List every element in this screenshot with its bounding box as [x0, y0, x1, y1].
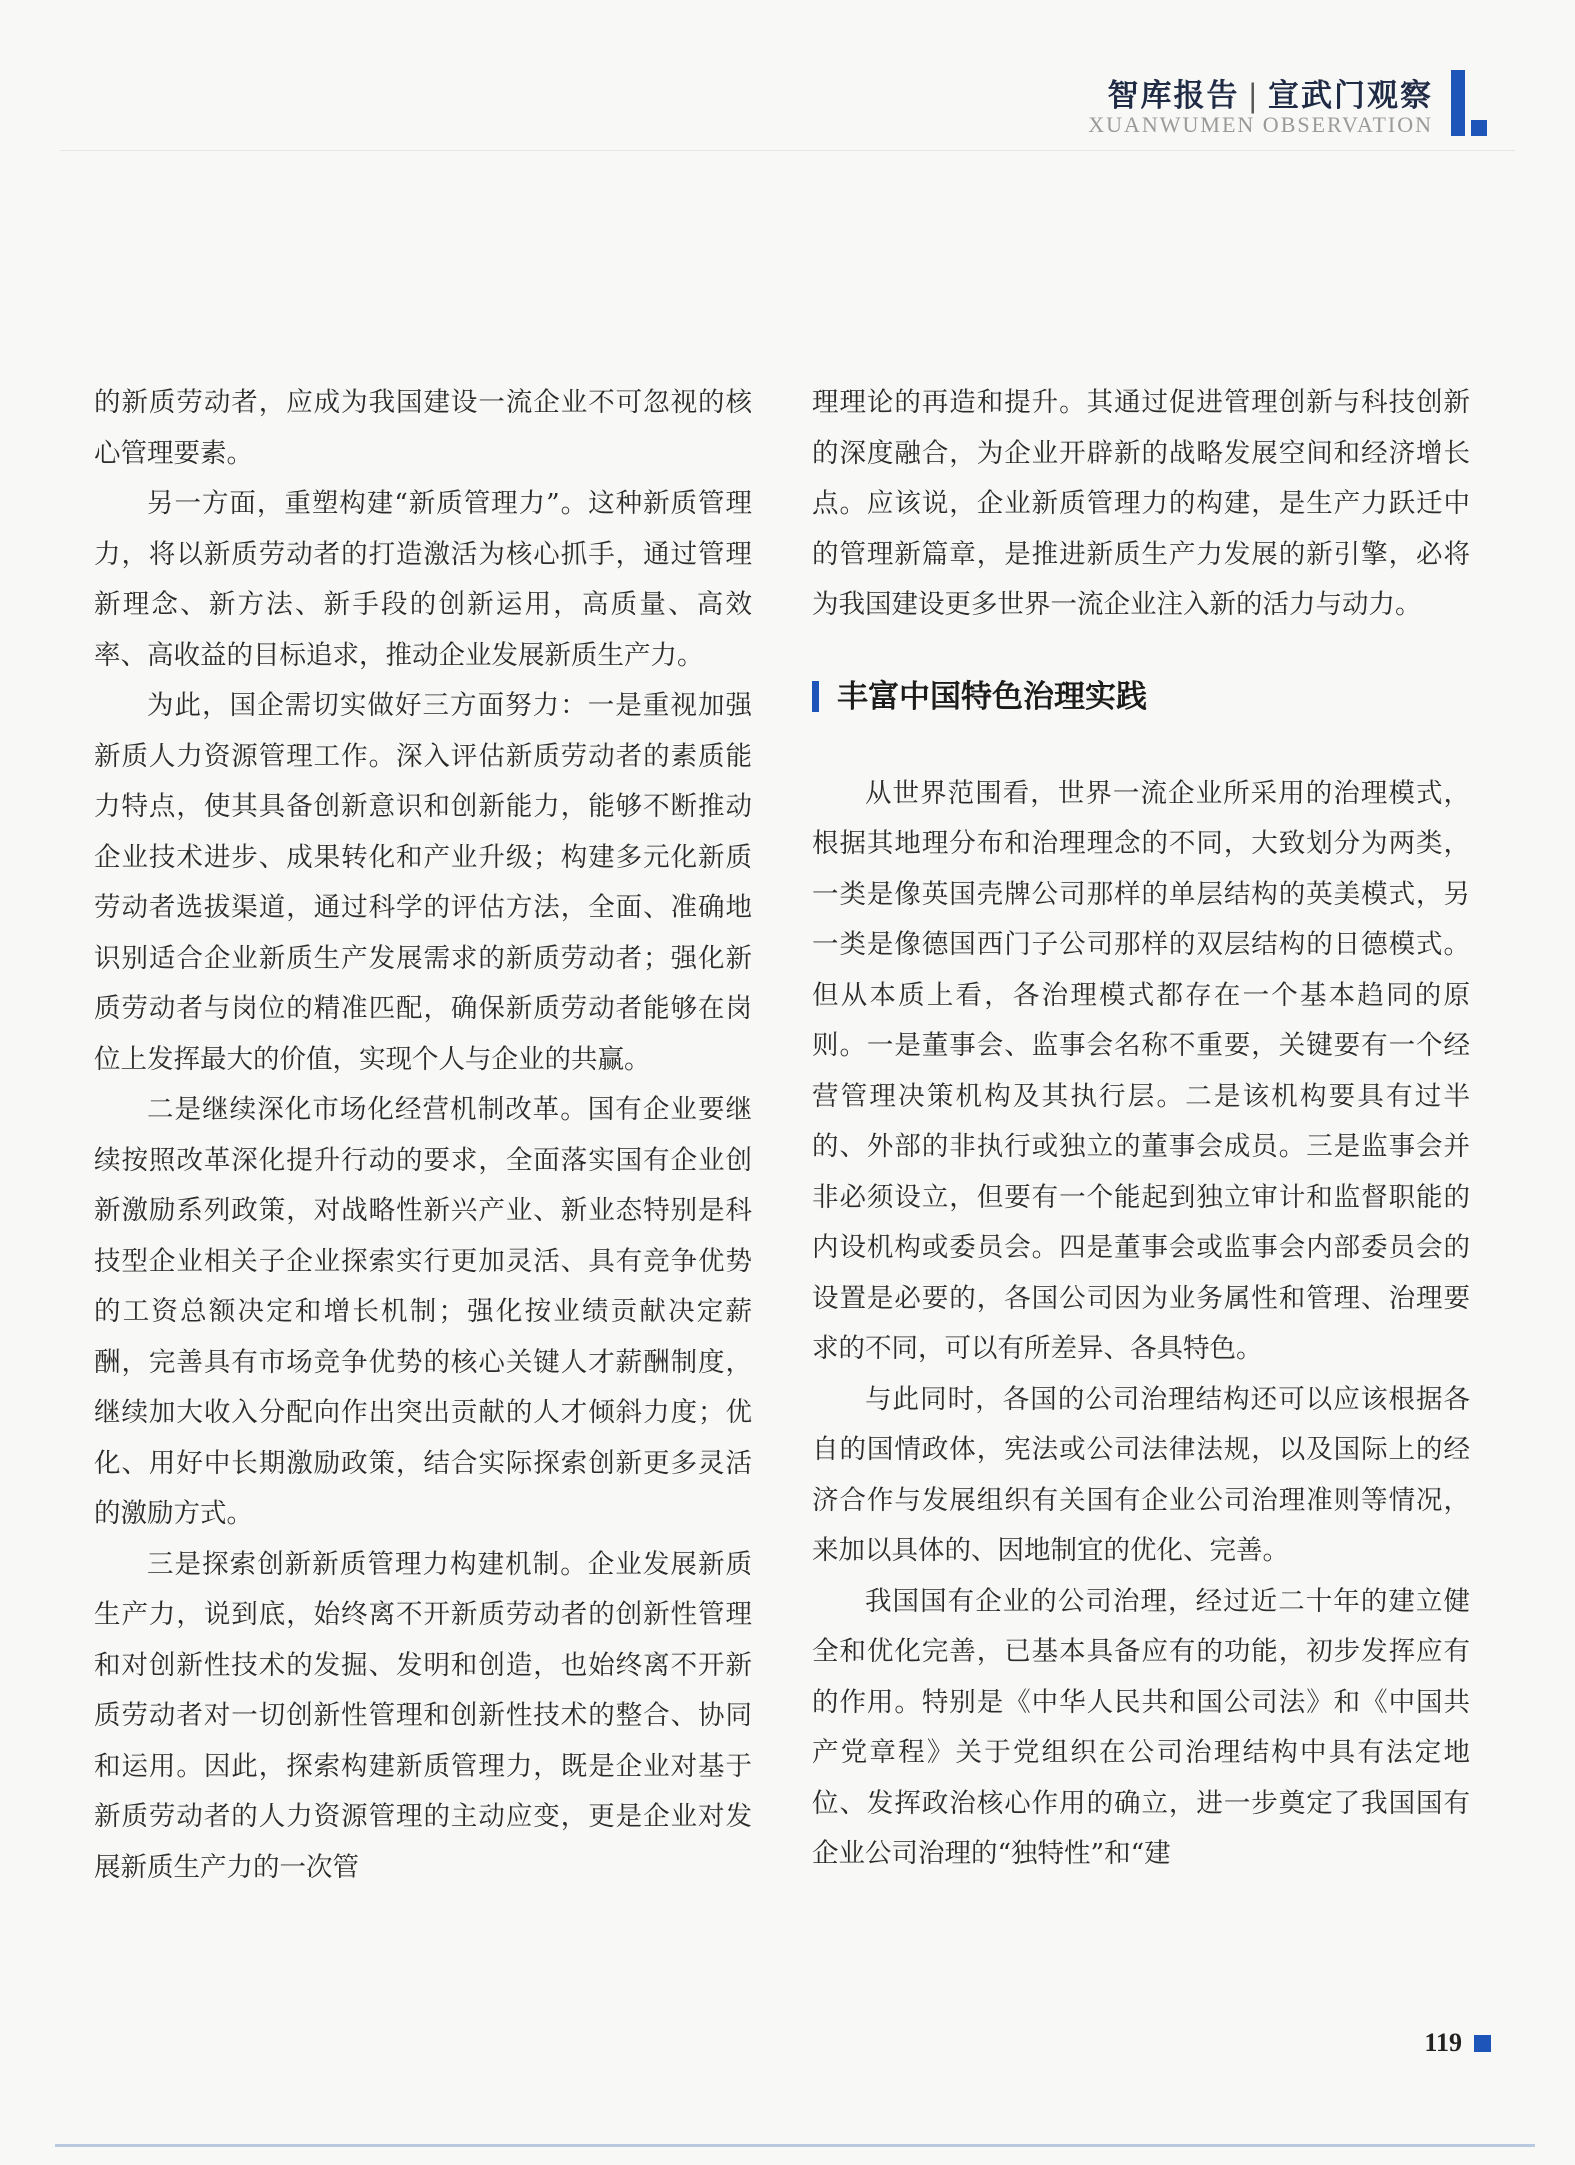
- bottom-rule: [55, 2144, 1535, 2147]
- right-paragraph-1: 理理论的再造和提升。其通过促进管理创新与科技创新的深度融合，为企业开辟新的战略发展空间和经济增长点。应该说，企业新质管理力的构建，是生产力跃迁中的管理新篇章，是推进新质生产力发展的新引擎，必将为我国建设更多世界一流企业注入新的活力与动力。: [812, 387, 1470, 620]
- header-accent-bar: [1451, 70, 1465, 136]
- journal-subtitle: XUANWUMEN OBSERVATION: [1088, 112, 1433, 137]
- right-paragraph-2: 从世界范围看，世界一流企业所采用的治理模式，根据其地理分布和治理理念的不同，大致划分为两类，一类是像英国壳牌公司那样的单层结构的英美模式，另一类是像德国西门子公司那样的双层结构的日德模式。但从本质上看，各治理模式都存在一个基本趋同的原则。一是董事会、监事会名称不重要，关键要有一个经营管理决策机构及其执行层。二是该机构要具有过半的、外部的非执行或独立的董事会成员。三是监事会并非必须设立，但要有一个能起到独立审计和监督职能的内设机构或委员会。四是董事会或监事会内部委员会的设置是必要的，各国公司因为业务属性和管理、治理要求的不同，可以有所差异、各具特色。: [812, 777, 1470, 1364]
- section-heading-text: 丰富中国特色治理实践: [837, 678, 1147, 715]
- journal-title-left: 智库报告: [1107, 78, 1240, 114]
- running-header: [865, 62, 1505, 162]
- left-paragraph-1: 的新质劳动者，应成为我国建设一流企业不可忽视的核心管理要素。: [94, 387, 752, 469]
- section-heading: [812, 677, 1470, 717]
- left-paragraph-4: 二是继续深化市场化经营机制改革。国有企业要继续按照改革深化提升行动的要求，全面落实国有企业创新激励系列政策，对战略性新兴产业、新业态特别是科技型企业相关子企业探索实行更加灵活、具有竞争优势的工资总额决定和增长机制；强化按业绩贡献决定薪酬，完善具有市场竞争优势的核心关键人才薪酬制度，继续加大收入分配向作出突出贡献的人才倾斜力度；优化、用好中长期激励政策，结合实际探索创新更多灵活的激励方式。: [94, 1094, 752, 1529]
- header-divider: [60, 150, 1515, 151]
- page-number-square-icon: [1474, 2035, 1491, 2052]
- right-column: [812, 378, 1470, 1880]
- left-paragraph-2: 另一方面，重塑构建“新质管理力”。这种新质管理力，将以新质劳动者的打造激活为核心抓手，通过管理新理念、新方法、新手段的创新运用，高质量、高效率、高收益的目标追求，推动企业发展新质生产力。: [94, 488, 752, 671]
- page-number-text: 119: [1424, 2028, 1462, 2057]
- left-paragraph-5: 三是探索创新新质管理力构建机制。企业发展新质生产力，说到底，始终离不开新质劳动者的创新性管理和对创新性技术的发掘、发明和创造，也始终离不开新质劳动者对一切创新性管理和创新性技术的整合、协同和运用。因此，探索构建新质管理力，既是企业对基于新质劳动者的人力资源管理的主动应变，更是企业对发展新质生产力的一次管: [94, 1548, 752, 1883]
- right-paragraph-4: 我国国有企业的公司治理，经过近二十年的建立健全和优化完善，已基本具备应有的功能，初步发挥应有的作用。特别是《中华人民共和国公司法》和《中国共产党章程》关于党组织在公司治理结构中具有法定地位、发挥政治核心作用的确立，进一步奠定了我国国有企业公司治理的“独特性”和“建: [812, 1585, 1470, 1869]
- page-number: [1424, 2028, 1491, 2058]
- heading-bar-icon: [812, 681, 819, 712]
- title-separator: |: [1247, 78, 1260, 114]
- journal-title-right: 宣武门观察: [1268, 78, 1433, 114]
- left-column: [94, 378, 752, 1893]
- journal-title: [1108, 70, 1433, 115]
- right-paragraph-3: 与此同时，各国的公司治理结构还可以应该根据各自的国情政体，宪法或公司法律法规，以及国际上的经济合作与发展组织有关国有企业公司治理准则等情况，来加以具体的、因地制宜的优化、完善。: [812, 1383, 1470, 1566]
- left-paragraph-3: 为此，国企需切实做好三方面努力：一是重视加强新质人力资源管理工作。深入评估新质劳动者的素质能力特点，使其具备创新意识和创新能力，能够不断推动企业技术进步、成果转化和产业升级；构建多元化新质劳动者选拔渠道，通过科学的评估方法，全面、准确地识别适合企业新质生产发展需求的新质劳动者；强化新质劳动者与岗位的精准匹配，确保新质劳动者能够在岗位上发挥最大的价值，实现个人与企业的共赢。: [94, 690, 752, 1075]
- header-accent-square: [1471, 120, 1487, 136]
